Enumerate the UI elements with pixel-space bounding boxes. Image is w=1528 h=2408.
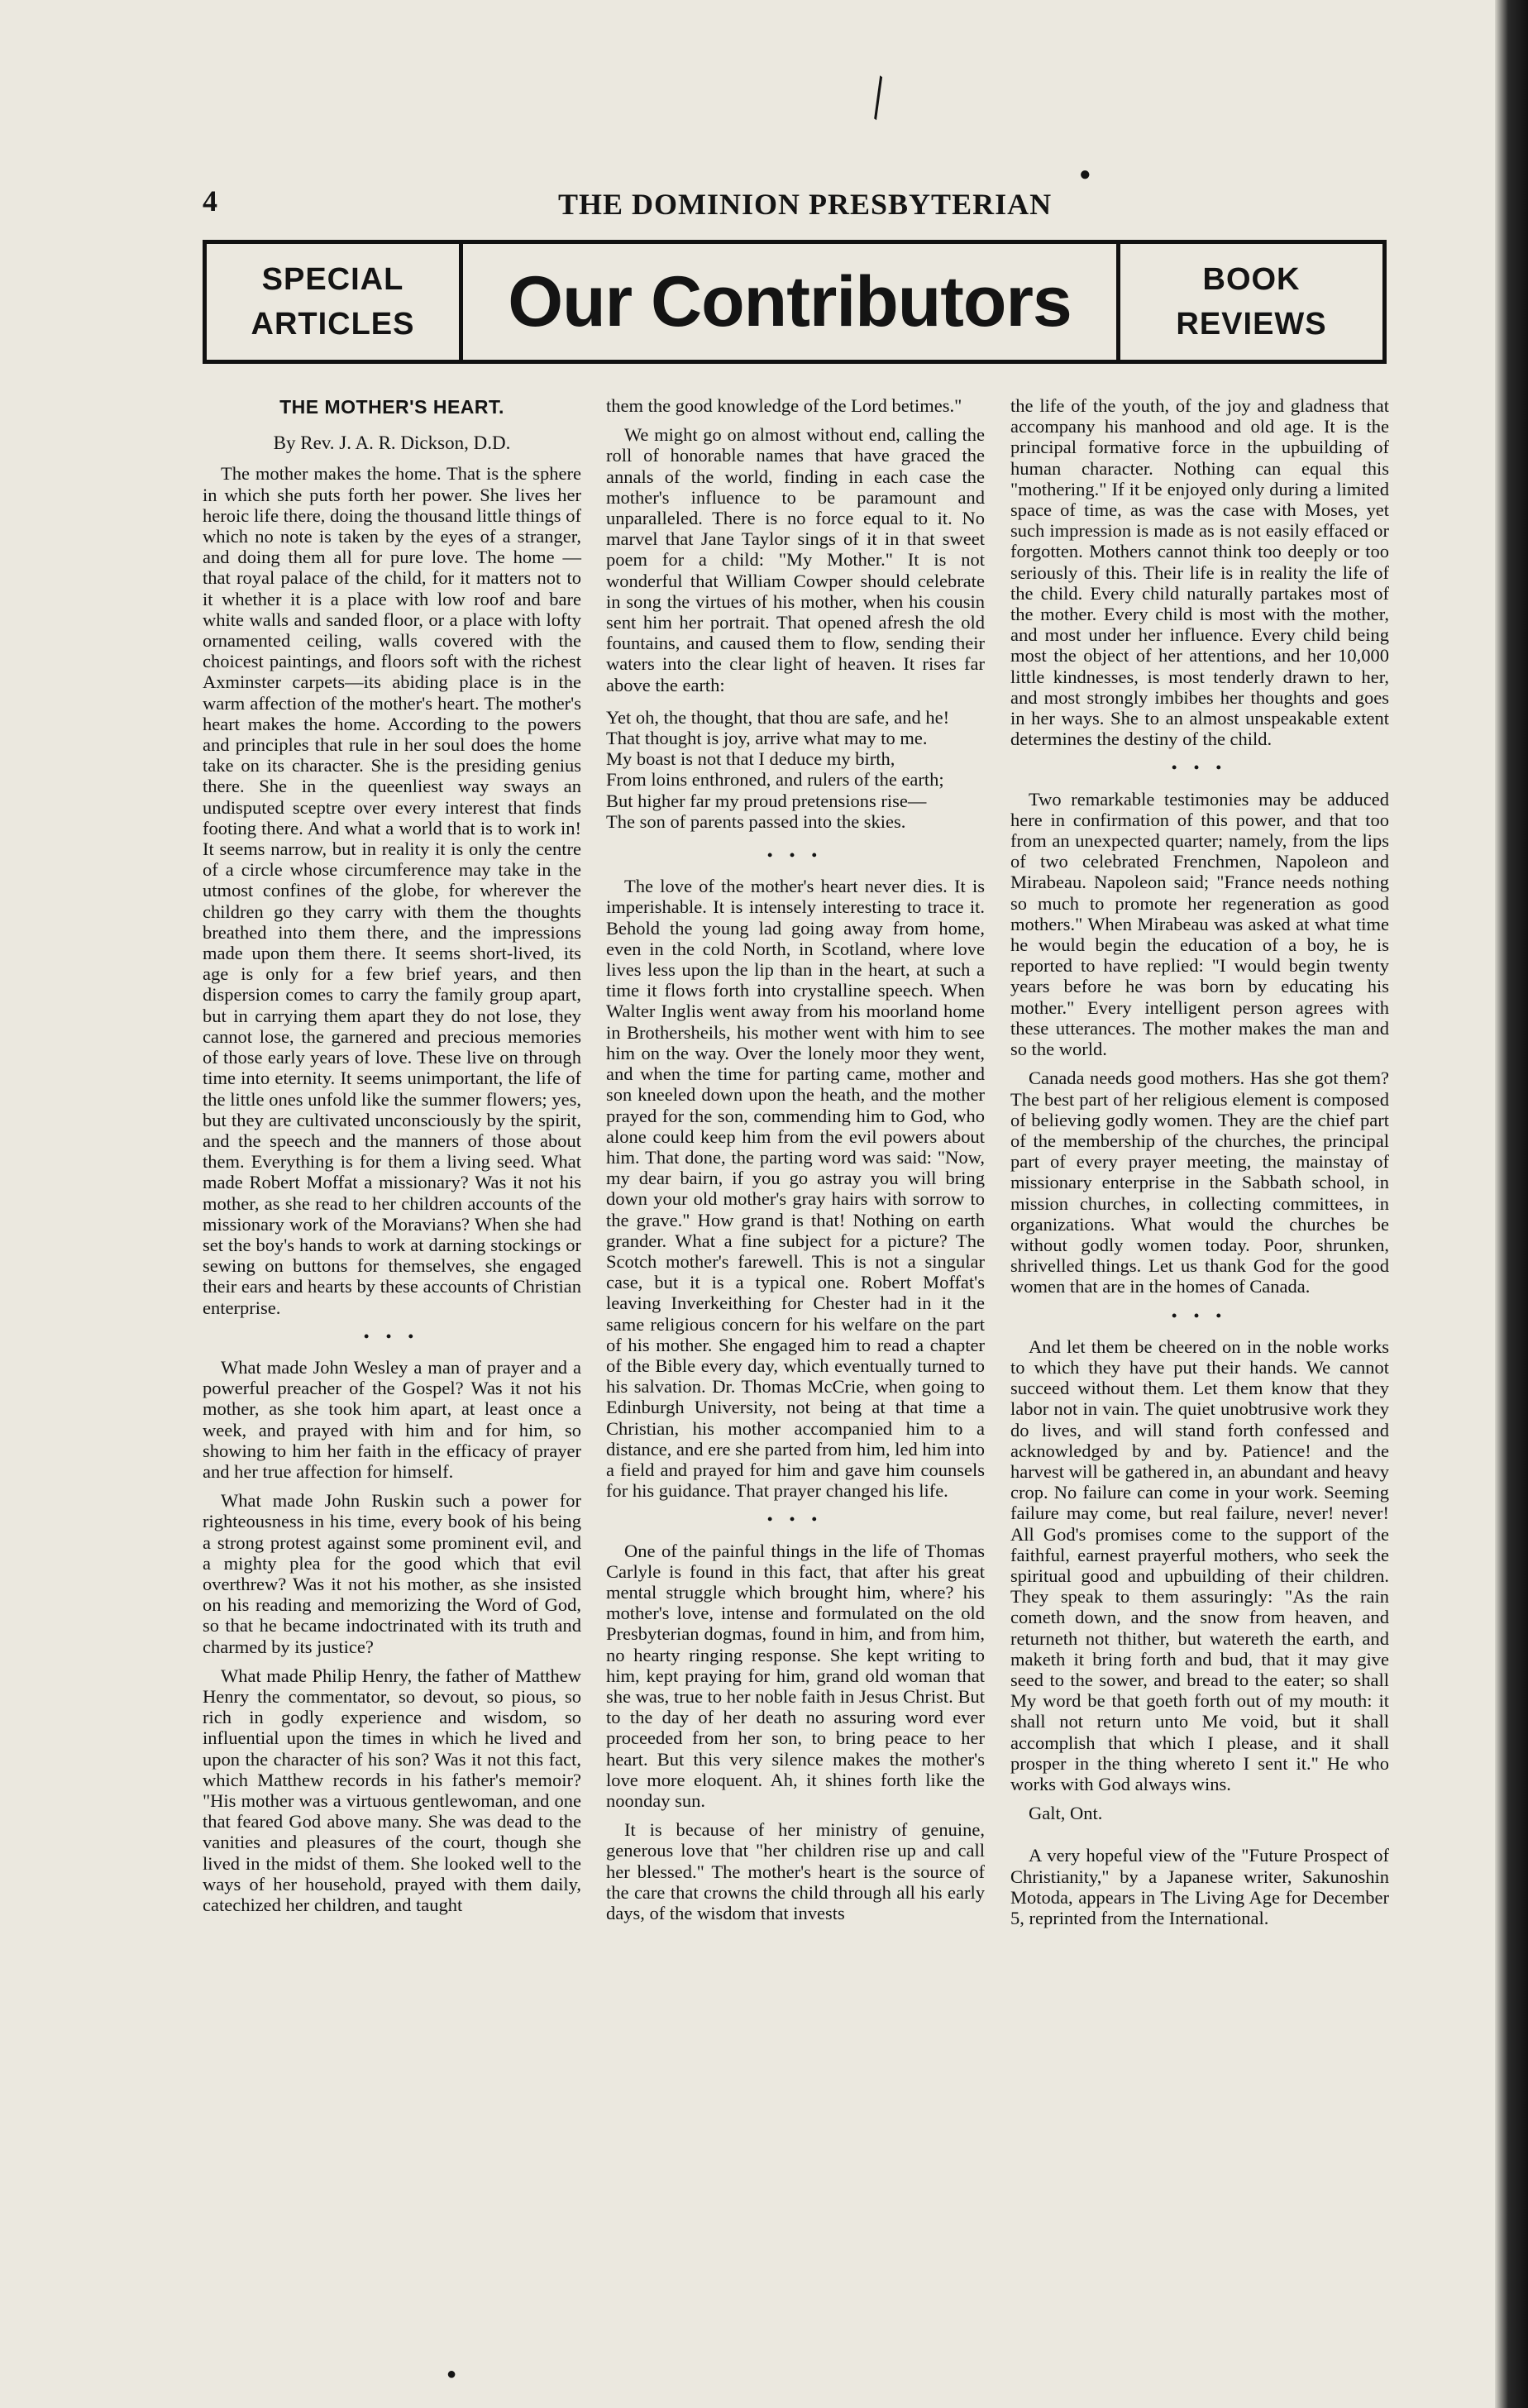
article-title: THE MOTHER'S HEART.: [279, 396, 504, 418]
page-header: [203, 184, 1393, 225]
paper-title: THE DOMINION PRESBYTERIAN: [558, 188, 1053, 221]
ink-mark: ╲: [859, 77, 897, 119]
section-title: Our Contributors: [508, 262, 1072, 342]
paragraph: Two remarkable testimonies may be adduced here in confirmation of this power, and that too from an unexpected quarter; namely, from the lips of two celebrated Frenchmen, Napoleon and Mirabeau. Napoleon said; "France needs nothing so much to promote her regeneration as good mothers." When Mirabeau was asked at what time he would begin the education of a boy, he is reported to have replied: "I would begin twenty years before he was born by educating his mother." Every intelligent person agrees with these utterances. The mother makes the man and so the world.: [1010, 788, 1389, 1060]
banner-right-box: [1120, 244, 1382, 360]
article-signoff: Galt, Ont.: [1029, 1803, 1103, 1824]
banner-left-line2: ARTICLES: [251, 307, 415, 342]
column-2: [606, 395, 985, 1932]
page-number: 4: [203, 184, 217, 217]
note-paragraph: A very hopeful view of the "Future Prospect of Christianity," by a Japanese writer, Sakunoshin Motoda, appears in The Living Age for December 5, reprinted from the International.: [1010, 1845, 1389, 1929]
section-divider: • • •: [1172, 759, 1228, 776]
article-columns: [203, 395, 1389, 2330]
poem-line: From loins enthroned, and rulers of the earth;: [606, 769, 944, 791]
poem-line: My boast is not that I deduce my birth,: [606, 748, 895, 770]
poem-line: That thought is joy, arrive what may to me.: [606, 728, 928, 749]
paragraph: We might go on almost without end, calling the roll of honorable names that have graced the annals of the world, finding in each case the mother's influence to be paramount and unparalleled. There is no force equal to it. No marvel that Jane Taylor sings of it in that sweet poem for a child: "My Mother." It is not wonderful that William Cowper should celebrate in song the virtues of his mother, when his cousin sent him her portrait. That opened afresh the old fountains, and caused them to flow, sending their waters into the clear light of heaven. It rises far above the earth:: [606, 424, 985, 695]
ink-dot: ●: [1079, 164, 1091, 185]
ink-dot: ●: [446, 2365, 457, 2383]
banner-left-line1: SPECIAL: [261, 262, 404, 297]
paragraph: The mother makes the home. That is the sphere in which she puts forth her power. She lives her heroic life there, doing the thousand little things of which no note is taken by the eyes of a stranger, and doing them all for pure love. The home — that royal palace of the child, for it matters not to it whether it is a place with low roof and bare white walls and sanded floor, or a place with lofty ornamented ceiling, walls covered with the choicest paintings, and floors soft with the richest Axminster carpets—its abiding place is in the warm affection of the mother's heart. The mother's heart makes the home. According to the powers and principles that rule in her soul does the home take on its character. She is the presiding genius there. She in the queenliest way sways an undisputed sceptre over every interest that finds footing there. And what a world that is to work in! It seems narrow, but in reality it is only the centre of a circle whose circumference may take in the utmost confines of the globe, for wherever the children go they carry with them the thoughts breathed into them there, and the impressions made upon them there. It seems short-lived, its age is only for a few brief years, and then dispersion comes to carry the family group apart, but in carrying them apart they do not lose, they cannot lose, the garnered and precious memories of those early years of love. These live on through time into eternity. It seems unimportant, the life of the little ones unfold like the summer flowers; yes, but they are cultivated unconsciously by the spirit, and the speech and the manners of those about them. Everything is for them a living seed. What made Robert Moffat a missionary? Was it not his mother, as she read to her children accounts of the missionary work of the Moravians? When she had set the boy's hands to work at darning stockings or sewing on buttons for themselves, she engaged their ears and hearts by these accounts of Christian enterprise.: [203, 463, 581, 1318]
poem-line: But higher far my proud pretensions rise—: [606, 790, 927, 811]
poem-line: The son of parents passed into the skies.: [606, 810, 906, 832]
section-divider: • • •: [364, 1327, 420, 1345]
paragraph: Canada needs good mothers. Has she got them? The best part of her religious element is composed of believing godly women. They are the chief part of the membership of the churches, the principal part of every prayer meeting, the mainstay of missionary enterprise in the Sabbath school, in mission churches, in collecting committees, in organizations. What would the churches be without godly women today. Poor, shrunken, shrivelled things. Let us thank God for the good women that are in the homes of Canada.: [1010, 1068, 1389, 1297]
paragraph: them the good knowledge of the Lord betimes.": [606, 395, 962, 416]
banner-right-line1: BOOK: [1202, 262, 1301, 297]
section-banner: [203, 240, 1387, 364]
paragraph: And let them be cheered on in the noble works to which they have put their hands. We cannot succeed without them. Let them know that they labor not in vain. The quiet unobtrusive work they do lives, and will stand forth confessed and acknowledged by and by. Patience! and the harvest will be gathered in, an abundant and heavy crop. No failure can come in your work. Seeming failure may come, but real failure, never! never! All God's promises come to the support of the faithful, earnest prayerful mothers, who seek the spiritual good and upbuilding of their children. They speak to them assuringly: "As the rain cometh down, and the snow from heaven, and returneth not thither, but watereth the earth, and maketh it bring forth and bud, that it may give seed to the sower, and bread to the eater; so shall My word be that goeth forth out of my mouth: it shall not return unto Me void, but it shall accomplish that which I please, and it shall prosper in the thing whereto I sent it." He who works with God always wins.: [1010, 1335, 1389, 1794]
paragraph: It is because of her ministry of genuine, generous love that "her children rise up and call her blessed." The mother's heart is the source of the care that crowns the child through all his early days, of the wisdom that invests: [606, 1819, 985, 1924]
page-edge-shadow: [1495, 0, 1528, 2408]
paragraph: What made John Ruskin such a power for righteousness in his time, every book of his being a strong protest against some prominent evil, and a mighty plea for the good which that evil overthrew? Was it not his mother, as she insisted on his reading and memorizing the Word of God, so that he became indoctrinated with its truth and charmed by its justice?: [203, 1490, 581, 1657]
column-3: [1010, 395, 1389, 1937]
section-divider: • • •: [767, 1511, 824, 1528]
banner-right-line2: REVIEWS: [1176, 307, 1327, 342]
poem-line: Yet oh, the thought, that thou are safe, and he!: [606, 706, 950, 728]
section-divider: • • •: [1172, 1307, 1228, 1324]
paragraph: What made Philip Henry, the father of Matthew Henry the commentator, so devout, so pious, so rich in godly experience and wisdom, so influential upon the times in which he lived and upon the character of his son? Was it not this fact, which Matthew records in his father's memoir? "His mother was a virtuous gentlewoman, and one that feared God above many. She was dead to the vanities and pleasures of the court, though she lived in the midst of them. She looked well to the ways of her household, prayed with them daily, catechized her children, and taught: [203, 1665, 581, 1916]
article-byline: By Rev. J. A. R. Dickson, D.D.: [273, 432, 511, 454]
paragraph: One of the painful things in the life of Thomas Carlyle is found in this fact, that after his great mental struggle which brought him, where? his mother's love, intense and formulated on the old Presbyterian dogmas, found in him, and from him, no hearty ringing response. She kept writing to him, kept praying for him, grand old woman that she was, true to her noble faith in Jesus Christ. But to the day of her death no assuring word ever proceeded from her son, to bring peace to her heart. But this very silence makes the mother's love more eloquent. Ah, it shines forth like the noonday sun.: [606, 1540, 985, 1811]
column-1: [203, 395, 581, 1923]
section-divider: • • •: [767, 847, 824, 864]
banner-left-box: [207, 244, 463, 360]
paragraph: the life of the youth, of the joy and gladness that accompany his manhood and old age. It is the principal formative force in the upbuilding of human character. Nothing can equal this "mothering." If it be enjoyed only during a limited space of time, as was the case with Moses, yet such impression is made as is not easily effaced or forgotten. Mothers cannot think too deeply or too seriously of this. Their life is in reality the life of the child. Every child naturally partakes most of the mother. Every child is most with the mother, and most under her influence. Every child being most the object of her attentions, and her 10,000 little kindnesses, is most tenderly drawn to her, and most strongly imbibes her thoughts and goes in her ways. She to an almost unspeakable extent determines the destiny of the child.: [1010, 395, 1389, 750]
paragraph: The love of the mother's heart never dies. It is imperishable. It is intensely interesting to trace it. Behold the young lad going away from home, even in the cold North, in Scotland, where love lives less upon the lip than in the heart, at such a time it flows forth into crystalline speech. When Walter Inglis went away from his moorland home in Brothersheils, his mother went with him to see him on the way. Over the lonely moor they went, and when the time for parting came, mother and son kneeled down upon the heath, and the mother prayed for the son, commending him to God, who alone could keep him from the evil powers about him. That done, the parting word was said: "Now, my dear bairn, if you go astray you will bring down your old mother's gray hairs with sorrow to the grave." How grand is that! Nothing on earth grander. What a fine subject for a picture? The Scotch mother's farewell. This is not a singular case, but it is a typical one. Robert Moffat's leaving Inverkeithing for Chester had in it the same religious concern for his welfare on the part of his mother. She engaged him to read a chapter of the Bible every day, which eventually turned to his salvation. Dr. Thomas McCrie, when going to Edinburgh University, not being at that time a Christian, his mother accompanied him to a distance, and ere she parted from him, led him into a field and prayed for him and gave him counsels for his guidance. That prayer changed his life.: [606, 876, 985, 1502]
banner-center-box: [463, 244, 1120, 360]
poem: [606, 707, 985, 832]
paragraph: What made John Wesley a man of prayer and a powerful preacher of the Gospel? Was it not his mother, as she took him apart, at least once a week, and prayed with him and for him, so showing to him her faith in the efficacy of prayer and her true affection for himself.: [203, 1356, 581, 1482]
